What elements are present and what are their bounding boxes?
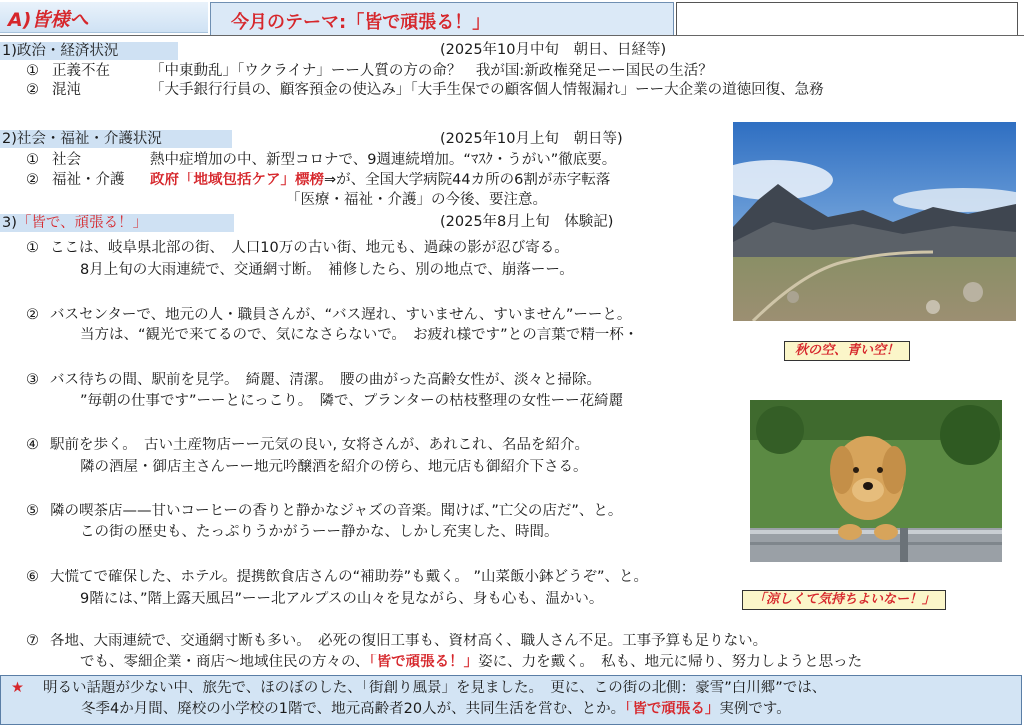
sec1-source: (2025年10月中旬 朝日、日経等) [440, 42, 667, 58]
sec3-item3-line1: バス待ちの間、駅前を見学。 綺麗、清潔。 腰の曲がった高齢女性が、淡々と掃除。 [50, 372, 601, 388]
sec1-item2-text: 「大手銀行行員の、顧客預金の使込み」「大手生保での顧客個人情報漏れ」ーー大企業の道徳回復、急務 [150, 82, 824, 98]
sec3-item3-line2: ”毎朝の仕事です”ーーとにっこり。 隣で、プランターの枯枝整理の女性ーー花綺麗 [80, 393, 624, 409]
sec3-item5-num: ⑤ [26, 503, 39, 519]
footer-highlight: 「皆で頑張る」 [625, 701, 720, 717]
sec3-item1-line2: 8月上旬の大雨連続で、交通網寸断。 補修したら、別の地点で、崩落ーー。 [80, 262, 574, 278]
sec1-item2-label: 混沌 [52, 82, 81, 98]
sec3-source: (2025年8月上旬 体験記) [440, 214, 614, 230]
header-blank-box [676, 2, 1018, 36]
sec2-item2-rest: ⇒が、全国大学病院44カ所の6割が赤字転落 [324, 172, 611, 188]
sec3-title-prefix: 3) [2, 215, 17, 231]
sec2-note: 「医療・福祉・介護」の今後、要注意。 [286, 192, 547, 208]
footer-box [0, 675, 1022, 725]
sec3-title [0, 214, 234, 232]
sec3-item4-line2: 隣の酒屋・御店主さんーー地元吟醸酒を紹介の傍ら、地元店も御紹介下さる。 [80, 459, 588, 475]
sec2-item2-label: 福祉・介護 [52, 172, 125, 188]
sec1-item1-num: ① [26, 63, 39, 79]
section-label: A)皆様へ [8, 9, 89, 31]
sec3-item1-line1: ここは、岐阜県北部の街、 人口10万の古い街、地元も、過疎の影が忍び寄る。 [50, 240, 569, 256]
sec3-item2-line1: バスセンターで、地元の人・職員さんが、“バス遅れ、すいません、すいません”ーーと。 [50, 307, 632, 323]
sec3-item2-num: ② [26, 307, 39, 323]
sec3-item7-line1: 各地、大雨連続で、交通網寸断も多い。 必死の復旧工事も、資材高く、職人さん不足。工事予算も足りない。 [50, 633, 768, 649]
star-icon: ★ [11, 680, 24, 696]
sec1-item1-label: 正義不在 [52, 63, 110, 79]
mountain-illustration [733, 122, 1016, 321]
mountain-photo [733, 122, 1016, 321]
sec3-item7-line2-a: でも、零細企業・商店～地域住民の方々の、 [80, 654, 370, 670]
dog-photo [750, 400, 1002, 562]
sec3-item7-highlight: 「皆で頑張る！」 [369, 654, 479, 670]
sec3-item5-line1: 隣の喫茶店——甘いコーヒーの香りと静かなジャズの音楽。聞けば、”亡父の店だ”、と。 [50, 503, 623, 519]
sec2-item1-label: 社会 [52, 152, 81, 168]
sec2-title: 2)社会・福祉・介護状況 [0, 130, 232, 148]
sec3-item2-line2: 当方は、“観光で来てるので、気になさらないで。 お疲れ様です”との言葉で精一杯・ [80, 327, 639, 343]
sec2-item1-text: 熱中症増加の中、新型コロナで、9週連続増加。“ﾏｽｸ・うがい”徹底要。 [150, 152, 617, 168]
sec2-item2-num: ② [26, 172, 39, 188]
sec2-source: (2025年10月上旬 朝日等) [440, 131, 623, 147]
sec3-item6-num: ⑥ [26, 569, 39, 585]
footer-line1: 明るい話題が少ない中、旅先で、ほのぼのした、「街創り風景」を見ました。 更に、この街の北側：豪雪”白川郷”では、 [43, 680, 827, 696]
sec3-title-text: 「皆で、頑張る！」 [16, 215, 148, 231]
theme-banner [210, 2, 674, 36]
sec1-item1-text: 「中東動乱」「ウクライナ」ーー人質の方の命？ 我が国:新政権発足ーー国民の生活？ [150, 63, 713, 79]
divider [0, 35, 1024, 36]
theme-title: 今月のテーマ:「皆で頑張る！」 [231, 12, 491, 33]
dog-illustration [750, 400, 1002, 562]
footer-line2-a: 冬季4か月間、廃校の小学校の1階で、地元高齢者20人が、共同生活を営む、とか。 [81, 701, 626, 717]
footer-line2-b: 実例です。 [719, 701, 791, 717]
sec3-item5-line2: この街の歴史も、たっぷりうかがうーー静かな、しかし充実した、時間。 [80, 524, 559, 540]
sec2-item2-text [150, 172, 734, 189]
sec1-title: 1)政治・経済状況 [0, 42, 178, 60]
sec3-item3-num: ③ [26, 372, 39, 388]
sec2-item1-num: ① [26, 152, 39, 168]
sec3-item4-num: ④ [26, 437, 39, 453]
sec3-item7-line2 [80, 654, 1016, 671]
sec3-item6-line1: 大慌てで確保した、ホテル。提携飲食店さんの“補助券”も戴く。 ”山菜飯小鉢どうぞ”、と。 [50, 569, 648, 585]
section-header [0, 2, 208, 33]
footer-line2 [81, 701, 1017, 718]
dog-caption: 「涼しくて気持ちよいなー！」 [742, 590, 946, 610]
sec2-item2-highlight: 政府「地域包括ケア」標榜 [150, 172, 324, 188]
mountain-caption: 秋の空、青い空！ [784, 341, 910, 361]
sec3-item1-num: ① [26, 240, 39, 256]
sec3-item4-line1: 駅前を歩く。 古い土産物店ーー元気の良い, 女将さんが、あれこれ、名品を紹介。 [50, 437, 590, 453]
sec3-item6-line2: 9階には、”階上露天風呂”ーー北アルプスの山々を見ながら、身も心も、温かい。 [80, 591, 604, 607]
sec1-item2-num: ② [26, 82, 39, 98]
sec3-item7-num: ⑦ [26, 633, 39, 649]
sec3-item7-line2-b: 姿に、力を戴く。 私も、地元に帰り、努力しようと思った [478, 654, 863, 670]
